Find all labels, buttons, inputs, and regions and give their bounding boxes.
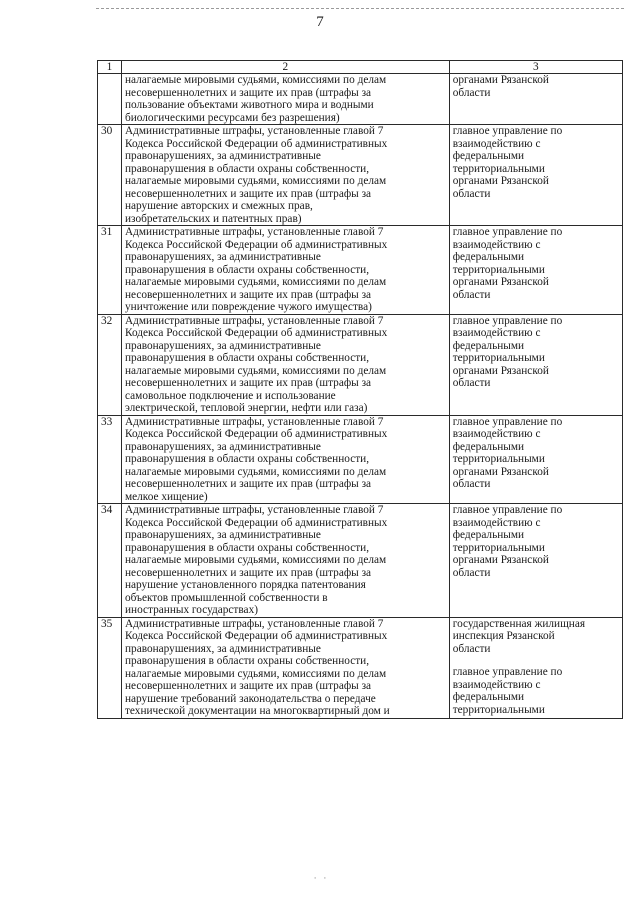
authority-line: главное управление по bbox=[452, 314, 563, 327]
authority-line: органами Рязанской bbox=[452, 175, 549, 187]
description-line: иностранных государствах) bbox=[125, 604, 258, 616]
description-line: нарушение требований законодательства о передаче bbox=[125, 692, 376, 705]
authority-line: взаимодействию с bbox=[452, 327, 541, 339]
description-line: несовершеннолетних и защите их прав (штрафы за bbox=[125, 377, 372, 389]
authority-line: федеральными bbox=[452, 150, 525, 162]
description-line: мелкое хищение) bbox=[125, 490, 208, 503]
revenue-description bbox=[122, 125, 450, 226]
authority-gap bbox=[453, 655, 619, 666]
administrator-authority bbox=[449, 74, 622, 125]
description-line: Кодекса Российской Федерации об административных bbox=[125, 428, 388, 440]
table-row bbox=[98, 504, 623, 618]
top-dashed-rule bbox=[96, 8, 624, 9]
authority-line: главное управление по bbox=[452, 226, 563, 238]
description-line: Административные штрафы, установленные главой 7 bbox=[125, 226, 384, 238]
authority-line: области bbox=[452, 642, 491, 655]
authority-line: взаимодействию с bbox=[452, 428, 541, 440]
revenue-description bbox=[122, 504, 450, 618]
table-row bbox=[98, 617, 623, 718]
administrator-authority bbox=[449, 226, 622, 315]
page-number: 7 bbox=[316, 14, 324, 30]
authority-line: территориальными bbox=[452, 703, 545, 716]
description-line: несовершеннолетних и защите их прав (штрафы за bbox=[125, 187, 372, 200]
description-line: электрической, тепловой энергии, нефти или газа) bbox=[125, 402, 368, 414]
authority-line: инспекция Рязанской bbox=[452, 630, 555, 642]
revenue-description bbox=[122, 74, 450, 125]
row-number: 33 bbox=[98, 415, 122, 504]
header-col-3: 3 bbox=[449, 61, 622, 74]
row-number: 32 bbox=[98, 314, 122, 415]
description-line: налагаемые мировыми судьями, комиссиями по делам bbox=[125, 276, 387, 288]
authority-line: органами Рязанской bbox=[452, 465, 549, 478]
authority-line: федеральными bbox=[452, 440, 525, 453]
description-line: Административные штрафы, установленные главой 7 bbox=[125, 125, 384, 137]
description-line: налагаемые мировыми судьями, комиссиями по делам bbox=[125, 667, 387, 680]
description-line: объектов промышленной собственности в bbox=[125, 591, 328, 604]
administrator-authority bbox=[449, 504, 622, 618]
authority-line: области bbox=[452, 187, 491, 200]
revenue-description bbox=[122, 617, 450, 718]
table-row bbox=[98, 125, 623, 226]
table-row bbox=[98, 226, 623, 315]
description-line: правонарушениях, за административные bbox=[125, 440, 321, 453]
description-line: технической документации на многоквартирный дом и bbox=[125, 705, 390, 717]
row-number: 30 bbox=[98, 125, 122, 226]
header-col-2: 2 bbox=[122, 61, 450, 74]
description-line: несовершеннолетних и защите их прав (штрафы за bbox=[125, 288, 372, 301]
administrator-authority bbox=[449, 314, 622, 415]
description-line: Кодекса Российской Федерации об административных bbox=[125, 327, 388, 339]
description-line: налагаемые мировыми судьями, комиссиями по делам bbox=[125, 74, 387, 86]
authority-line: органами Рязанской bbox=[452, 554, 549, 566]
authority-line: органами Рязанской bbox=[452, 276, 549, 288]
authority-line: территориальными bbox=[452, 162, 545, 175]
authority-line: главное управление по bbox=[452, 504, 563, 516]
authority-line: государственная жилищная bbox=[452, 617, 586, 630]
table-row bbox=[98, 415, 623, 504]
authority-line: области bbox=[452, 478, 491, 490]
revenue-description bbox=[122, 226, 450, 315]
description-line: налагаемые мировыми судьями, комиссиями по делам bbox=[125, 364, 387, 377]
description-line: несовершеннолетних и защите их прав (штрафы за bbox=[125, 86, 372, 99]
row-number: 34 bbox=[98, 504, 122, 618]
fines-table bbox=[97, 60, 623, 719]
authority-line: территориальными bbox=[452, 263, 545, 276]
description-line: Административные штрафы, установленные главой 7 bbox=[125, 415, 384, 428]
description-line: Административные штрафы, установленные главой 7 bbox=[125, 314, 384, 327]
authority-line: взаимодействию с bbox=[452, 678, 541, 691]
description-line: Кодекса Российской Федерации об административных bbox=[125, 630, 388, 642]
description-line: правонарушения в области охраны собственности, bbox=[125, 655, 370, 667]
header-col-1: 1 bbox=[98, 61, 122, 74]
fines-table-body bbox=[98, 61, 623, 719]
description-line: правонарушения в области охраны собственности, bbox=[125, 162, 370, 175]
description-line: Кодекса Российской Федерации об административных bbox=[125, 238, 388, 251]
authority-line: взаимодействию с bbox=[452, 516, 541, 529]
authority-line: главное управление по bbox=[452, 415, 563, 428]
description-line: правонарушениях, за административные bbox=[125, 339, 321, 352]
description-line: правонарушения в области охраны собственности, bbox=[125, 263, 370, 276]
description-line: Административные штрафы, установленные главой 7 bbox=[125, 504, 384, 516]
authority-line: области bbox=[452, 566, 491, 579]
description-line: правонарушениях, за административные bbox=[125, 150, 321, 162]
description-line: правонарушениях, за административные bbox=[125, 529, 321, 541]
authority-line: территориальными bbox=[452, 352, 545, 364]
row-number: 35 bbox=[98, 617, 122, 718]
description-line: биологическими ресурсами без разрешения) bbox=[125, 111, 340, 124]
description-line: налагаемые мировыми судьями, комиссиями по делам bbox=[125, 554, 387, 566]
authority-line: области bbox=[452, 86, 491, 99]
description-line: несовершеннолетних и защите их прав (штрафы за bbox=[125, 566, 372, 579]
bottom-scan-marks: · · bbox=[313, 873, 327, 883]
administrator-authority bbox=[449, 125, 622, 226]
row-number: 31 bbox=[98, 226, 122, 315]
authority-line: главное управление по bbox=[452, 666, 563, 678]
authority-line: главное управление по bbox=[452, 125, 563, 137]
description-line: нарушение установленного порядка патентования bbox=[125, 579, 366, 591]
description-line: правонарушения в области охраны собственности, bbox=[125, 453, 370, 465]
administrator-authority bbox=[449, 617, 622, 718]
authority-line: взаимодействию с bbox=[452, 238, 541, 251]
authority-line: области bbox=[452, 377, 491, 389]
table-row bbox=[98, 74, 623, 125]
authority-line: федеральными bbox=[452, 529, 525, 541]
description-line: налагаемые мировыми судьями, комиссиями по делам bbox=[125, 465, 387, 478]
revenue-description bbox=[122, 415, 450, 504]
table-header-row bbox=[98, 61, 623, 74]
description-line: самовольное подключение и использование bbox=[125, 389, 336, 402]
description-line: налагаемые мировыми судьями, комиссиями по делам bbox=[125, 175, 387, 187]
authority-line: органами Рязанской bbox=[452, 74, 549, 86]
administrator-authority bbox=[449, 415, 622, 504]
description-line: правонарушения в области охраны собственности, bbox=[125, 352, 370, 364]
description-line: правонарушениях, за административные bbox=[125, 642, 321, 655]
description-line: изобретательских и патентных прав) bbox=[125, 212, 302, 225]
authority-line: территориальными bbox=[452, 453, 545, 465]
description-line: Кодекса Российской Федерации об административных bbox=[125, 516, 388, 529]
authority-line: федеральными bbox=[452, 691, 525, 703]
authority-line: территориальными bbox=[452, 541, 545, 554]
description-line: несовершеннолетних и защите их прав (штрафы за bbox=[125, 478, 372, 490]
description-line: нарушение авторских и смежных прав, bbox=[125, 200, 313, 212]
authority-line: области bbox=[452, 288, 491, 301]
description-line: правонарушения в области охраны собственности, bbox=[125, 541, 370, 554]
description-line: правонарушениях, за административные bbox=[125, 251, 321, 263]
authority-line: федеральными bbox=[452, 251, 525, 263]
description-line: Кодекса Российской Федерации об административных bbox=[125, 137, 388, 150]
authority-line: взаимодействию с bbox=[452, 137, 541, 150]
description-line: пользование объектами животного мира и водными bbox=[125, 99, 374, 111]
description-line: Административные штрафы, установленные главой 7 bbox=[125, 617, 384, 630]
row-number bbox=[98, 74, 122, 125]
table-row bbox=[98, 314, 623, 415]
authority-line: федеральными bbox=[452, 339, 525, 352]
authority-line: органами Рязанской bbox=[452, 364, 549, 377]
revenue-description bbox=[122, 314, 450, 415]
description-line: уничтожение или повреждение чужого имущества) bbox=[125, 301, 372, 313]
description-line: несовершеннолетних и защите их прав (штрафы за bbox=[125, 680, 372, 692]
